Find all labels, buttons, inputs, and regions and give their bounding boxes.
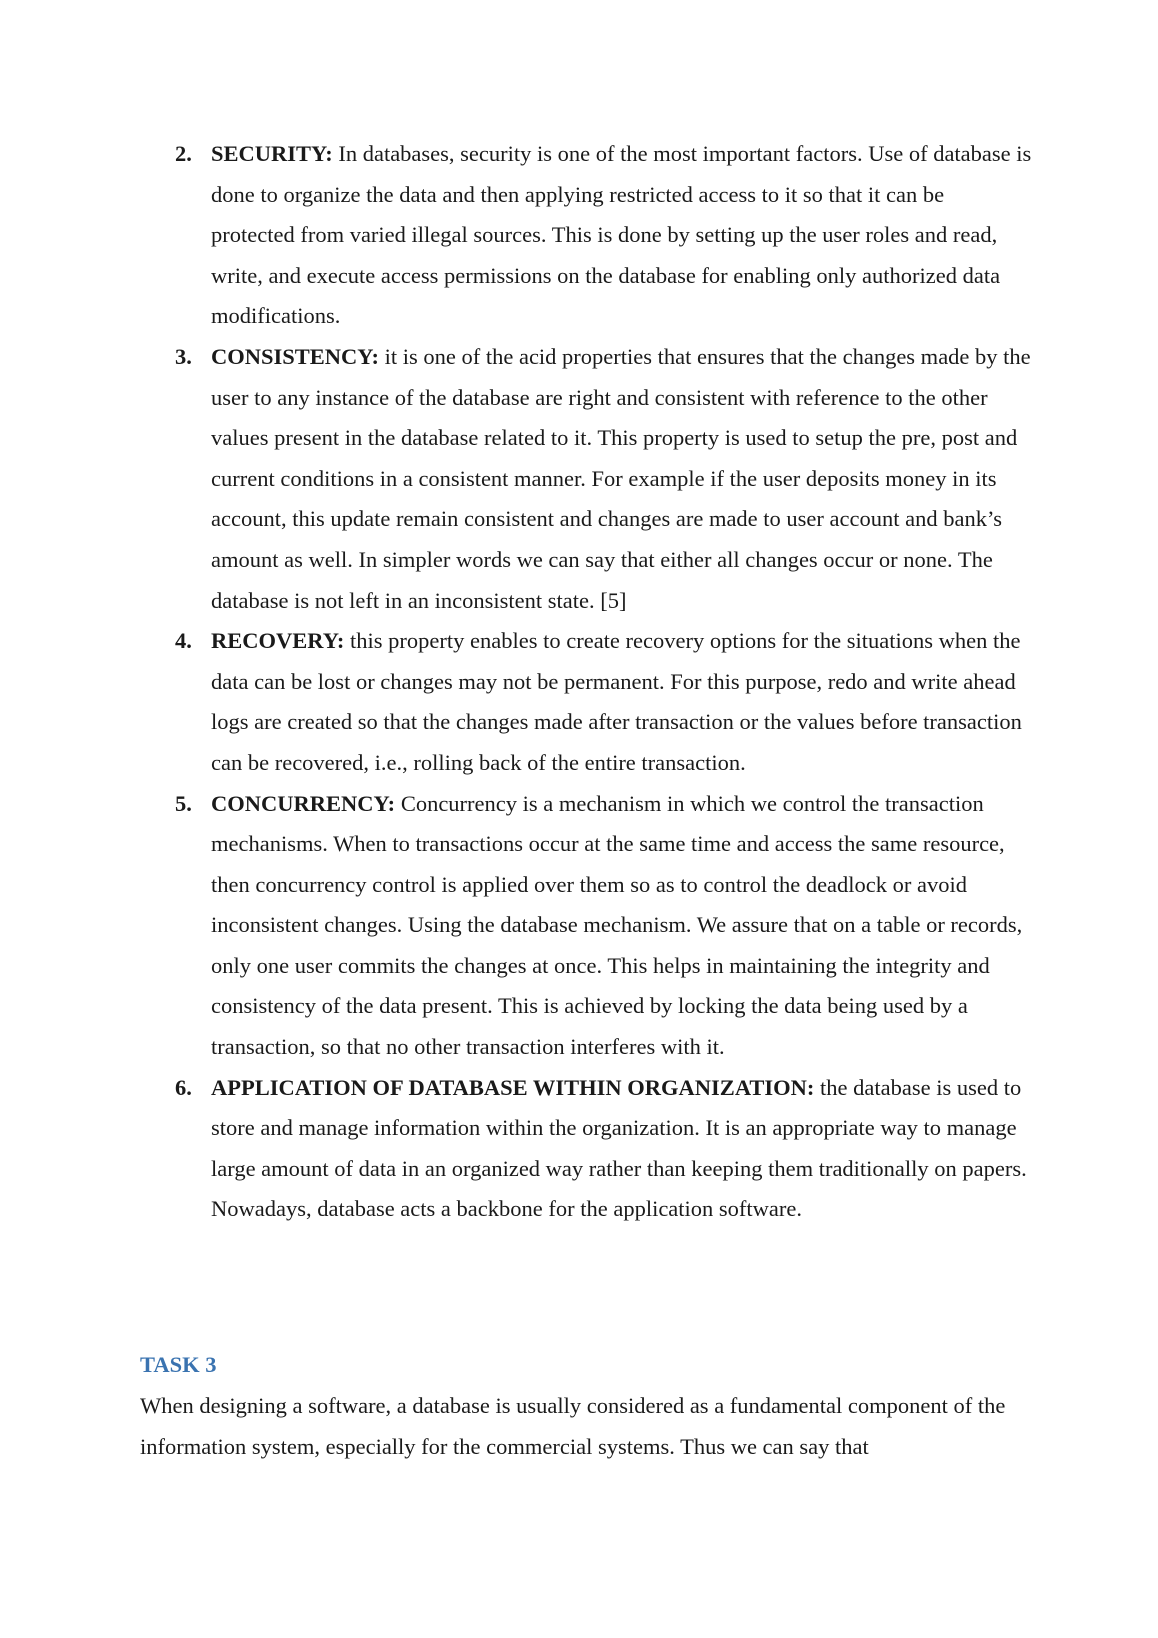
list-item-consistency — [175, 337, 1033, 621]
list-item-concurrency — [175, 784, 1033, 1068]
list-term: CONCURRENCY: — [211, 790, 396, 816]
task-paragraph: When designing a software, a database is usually considered as a fundamental component of the information system, especially for the commercial systems. Thus we can say that — [140, 1393, 1006, 1459]
list-text: In databases, security is one of the most important factors. Use of database is done to organize the data and then applying restricted access to it so that it can be protected from varied illegal sources. This is done by setting up the user roles and read, write, and execute access permissions on the database for enabling only authorized data modifications. — [211, 141, 1032, 329]
list-item-recovery — [175, 621, 1033, 783]
list-term: APPLICATION OF DATABASE WITHIN ORGANIZATION: — [211, 1074, 815, 1100]
list-number: 6. — [175, 1074, 192, 1100]
list-number: 3. — [175, 343, 192, 369]
list-number: 2. — [175, 141, 192, 166]
list-number: 5. — [175, 790, 192, 816]
list-item-application — [175, 1068, 1033, 1230]
list-item-security — [175, 134, 1033, 337]
list-term: SECURITY: — [211, 141, 333, 166]
task-heading: TASK 3 — [140, 1352, 217, 1377]
list-term: CONSISTENCY: — [211, 343, 379, 369]
list-text: it is one of the acid properties that ensures that the changes made by the user to any instance of the database are right and consistent with reference to the other values present in the database related to it. This property is used to setup the pre, post and current conditions in a consistent manner. For example if the user deposits money in its account, this update remain consistent and changes are made to user account and bank’s amount as well. In simpler words we can say that either all changes occur or none. The database is not left in an inconsistent state. [5] — [211, 343, 1031, 613]
list-text: Concurrency is a mechanism in which we control the transaction mechanisms. When to transactions occur at the same time and access the same resource, then concurrency control is applied over them so as to control the deadlock or avoid inconsistent changes. Using the database mechanism. We assure that on a table or records, only one user commits the changes at once. This helps in maintaining the integrity and consistency of the data present. This is achieved by locking the data being used by a transaction, so that no other transaction interferes with it. — [211, 790, 1023, 1060]
properties-list — [175, 134, 1033, 1230]
list-number: 4. — [175, 628, 192, 654]
list-text: this property enables to create recovery options for the situations when the data can be lost or changes may not be permanent. For this purpose, redo and write ahead logs are created so that the changes made after transaction or the values before transaction can be recovered, i.e., rolling back of the entire transaction. — [211, 628, 1022, 775]
list-text: the database is used to store and manage information within the organization. It is an appropriate way to manage large amount of data in an organized way rather than keeping them traditionally on papers. Nowadays, database acts a backbone for the application software. — [211, 1074, 1027, 1222]
list-term: RECOVERY: — [211, 628, 345, 654]
